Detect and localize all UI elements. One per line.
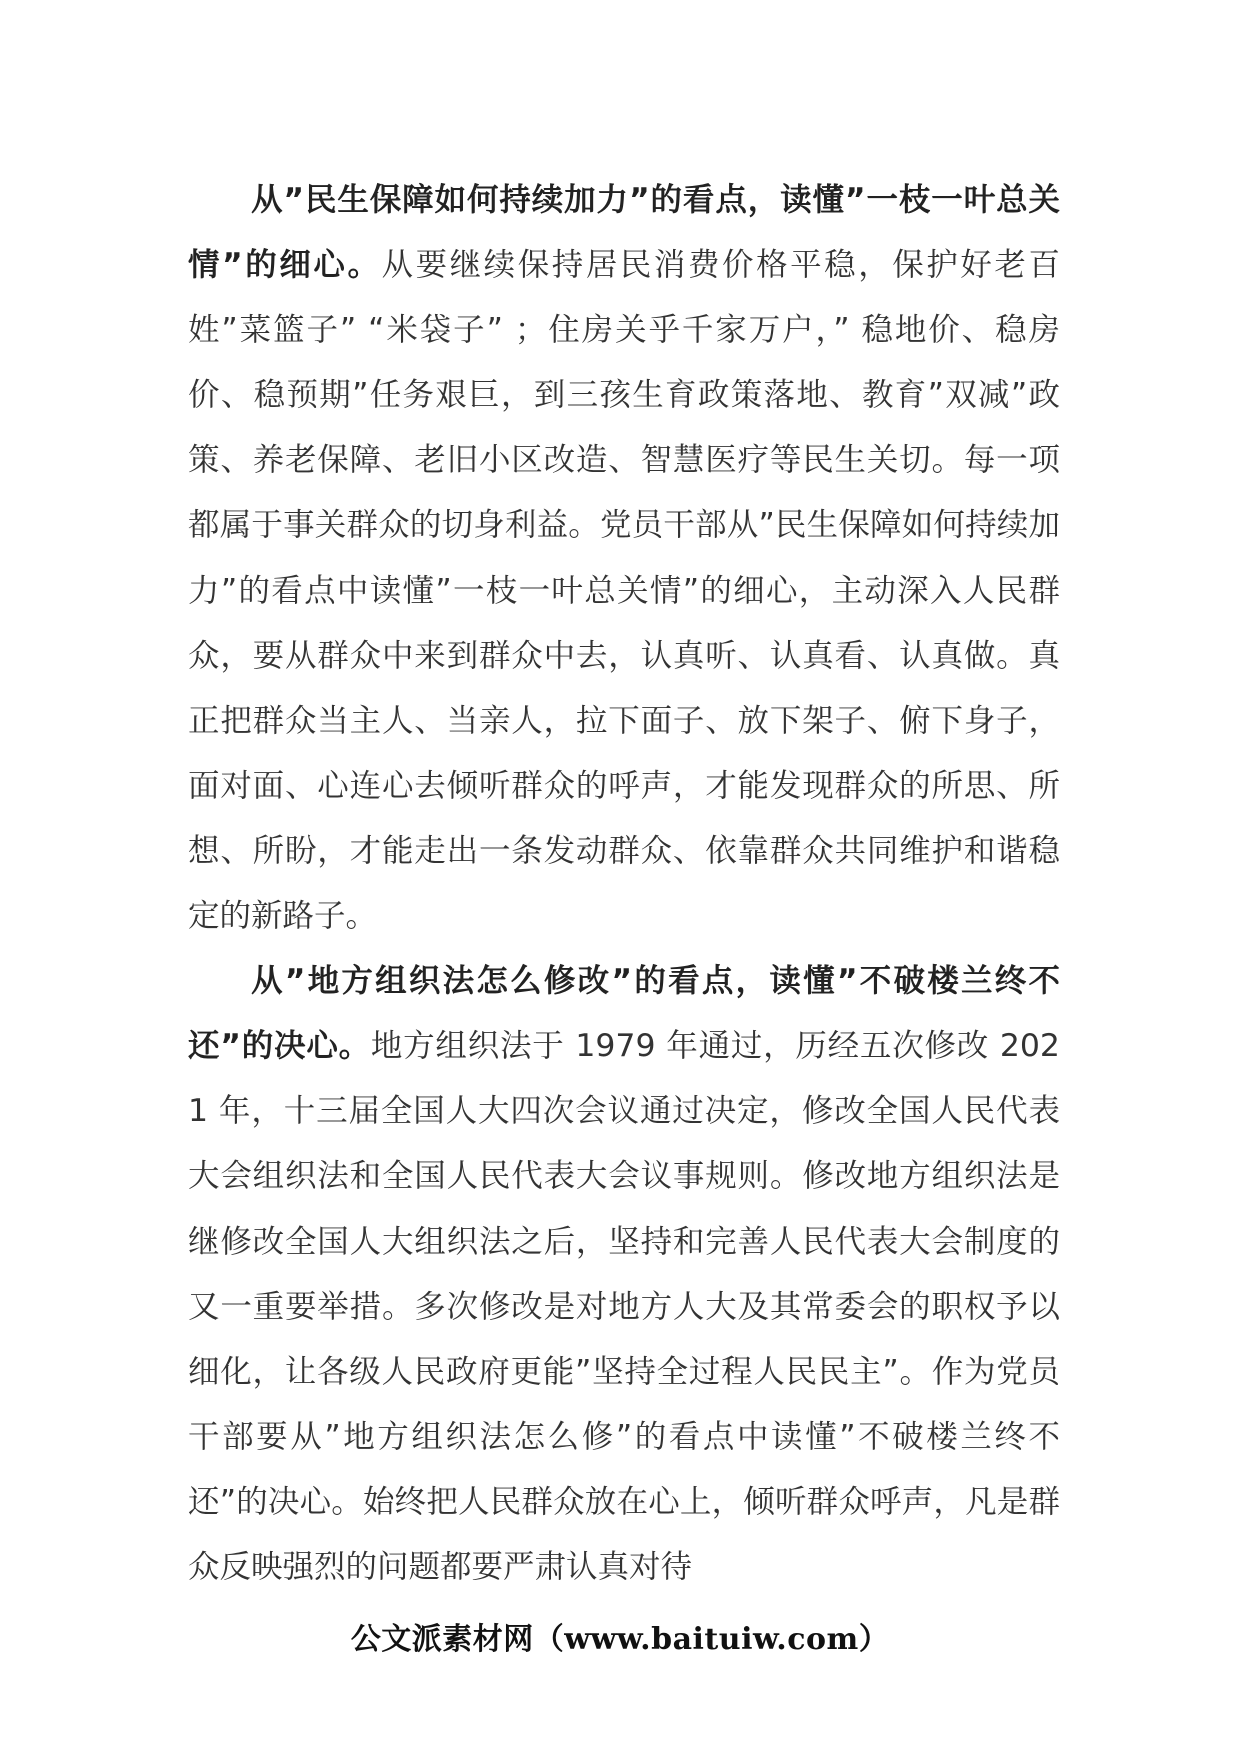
paragraph-lead: 从”民生保障如何持续加力”的看点，读懂”一枝一叶总关情”的细心。 xyxy=(188,182,1060,284)
document-body xyxy=(188,168,1060,1600)
paragraph-livelihood xyxy=(188,168,1060,949)
paragraph-local-law xyxy=(188,949,1060,1600)
paragraph-lead: 从”地方组织法怎么修改”的看点，读懂”不破楼兰终不还”的决心。 xyxy=(188,963,1060,1065)
paragraph-text: 地方组织法于 1979 年通过，历经五次修改 2021 年，十三届全国人大四次会议通过决定，修改全国人民代表大会组织法和全国人民代表大会议事规则。修改地方组织法是继修改全国人大组织法之后，坚持和完善人民代表大会制度的又一重要举措。多次修改是对地方人大及其常委会的职权予以细化，让各级人民政府更能”坚持全过程人民民主”。作为党员干部要从”地方组织法怎么修”的看点中读懂”不破楼兰终不还”的决心。始终把人民群众放在心上，倾听群众呼声，凡是群众反映强烈的问题都要严肃认真对待 xyxy=(188,1028,1060,1585)
footer-watermark: 公文派素材网（www.baituiw.com） xyxy=(350,1622,890,1657)
paragraph-text: 从要继续保持居民消费价格平稳，保护好老百姓”菜篮子” “米袋子” ；住房关乎千家万户，” 稳地价、稳房价、稳预期”任务艰巨，到三孩生育政策落地、教育”双减”政策、养老保障、老旧小区改造、智慧医疗等民生关切。每一项都属于事关群众的切身利益。党员干部从”民生保障如何持续加力”的看点中读懂”一枝一叶总关情”的细心，主动深入人民群众，要从群众中来到群众中去，认真听、认真看、认真做。真正把群众当主人、当亲人，拉下面子、放下架子、俯下身子，面对面、心连心去倾听群众的呼声，才能发现群众的所思、所想、所盼，才能走出一条发动群众、依靠群众共同维护和谐稳定的新路子。 xyxy=(188,247,1060,935)
